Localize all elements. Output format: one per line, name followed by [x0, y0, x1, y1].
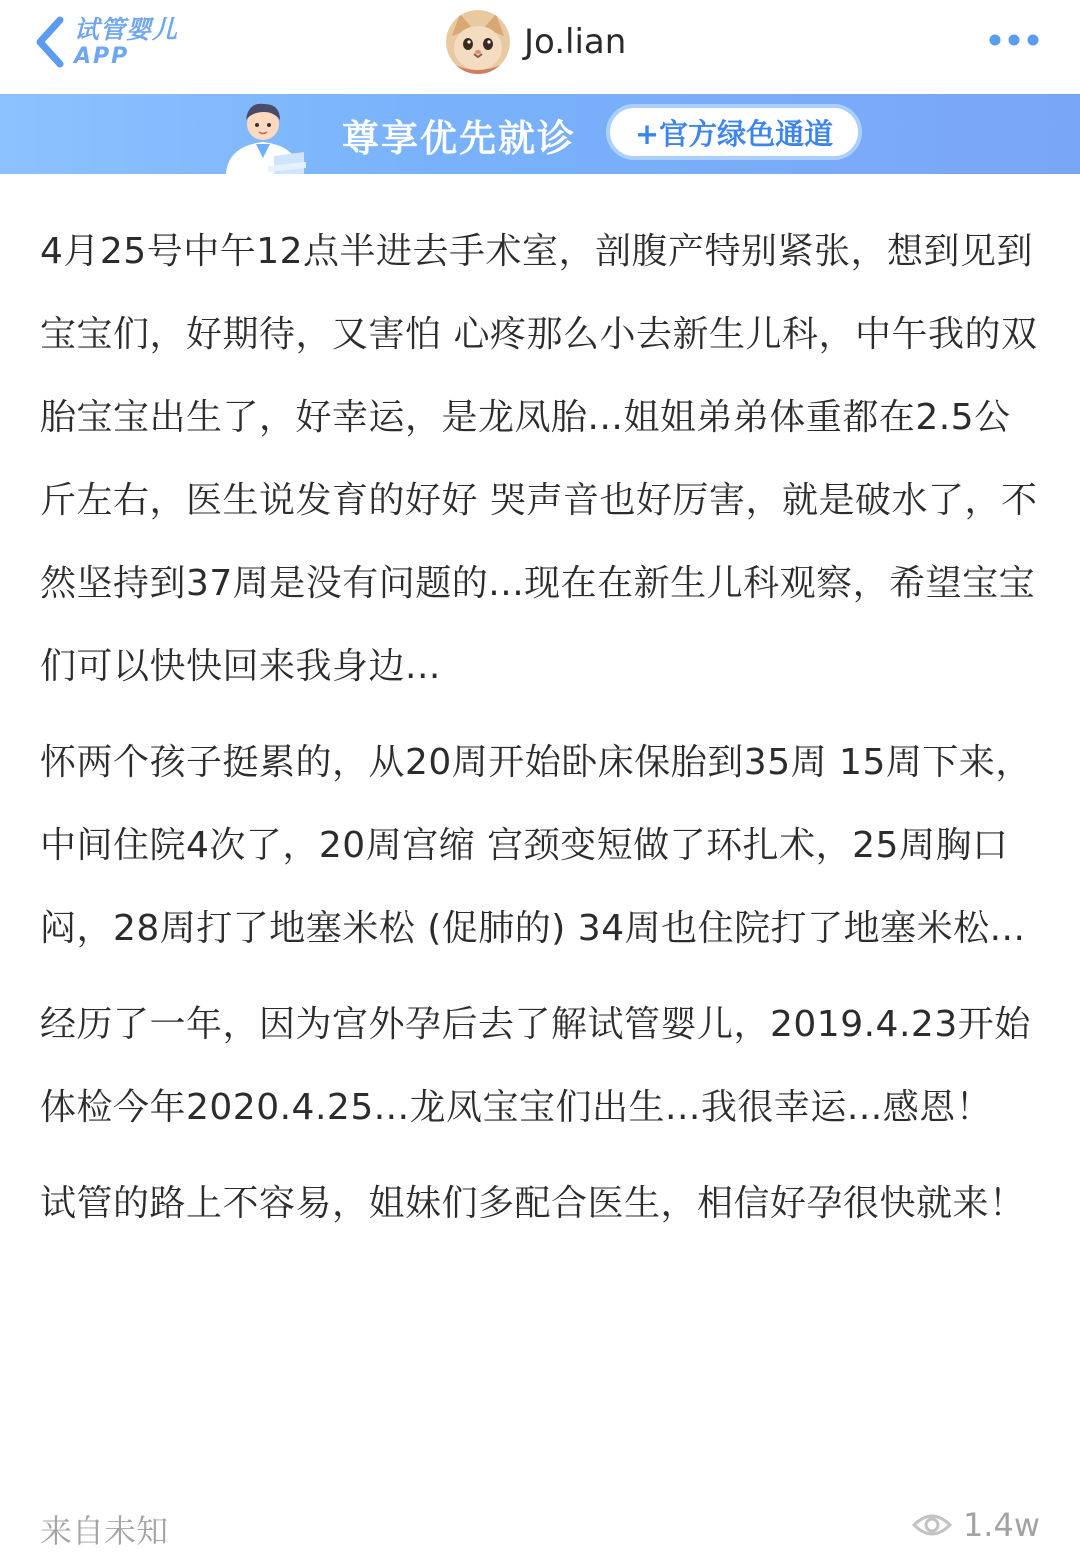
- post-paragraph: 试管的路上不容易，姐妹们多配合医生，相信好孕很快就来！: [40, 1183, 1026, 1224]
- view-count: [911, 1506, 1040, 1544]
- avatar[interactable]: [446, 10, 510, 74]
- author-name[interactable]: Jo.lian: [524, 22, 627, 62]
- back-button[interactable]: [32, 10, 212, 74]
- banner-title: 尊享优先就诊: [342, 117, 576, 160]
- post-footer: [0, 1500, 1080, 1556]
- cat-avatar-icon: [446, 10, 510, 74]
- author-info[interactable]: [446, 10, 626, 74]
- post-paragraph: 怀两个孩子挺累的，从20周开始卧床保胎到35周 15周下来，中间住院4次了，20周宫缩 宫颈变短做了环扎术，25周胸口闷，28周打了地塞米松 (促肺的) 34周也住院打了地塞米松...: [40, 742, 1032, 949]
- brand-en-text: APP: [74, 43, 130, 69]
- doctor-mascot-icon: [218, 94, 308, 174]
- eye-icon: [911, 1510, 953, 1540]
- top-nav-bar: [0, 0, 1080, 94]
- chevron-left-icon: [32, 14, 66, 70]
- post-paragraph: 4月25号中午12点半进去手术室，剖腹产特别紧张，想到见到宝宝们，好期待，又害怕 心疼那么小去新生儿科，中午我的双胎宝宝出生了，好幸运，是龙凤胎...姐姐弟弟体重都在2.5公斤左右，医生说发育的好好 哭声音也好厉害，就是破水了，不然坚持到37周是没有问题的...现在在新生儿科观察，希望宝宝们可以快快回来我身边...: [40, 231, 1038, 687]
- more-dots-icon: [984, 22, 1044, 58]
- post-source: 来自未知: [40, 1512, 169, 1550]
- post-content: [40, 210, 1040, 1258]
- more-button[interactable]: [984, 22, 1044, 58]
- brand-cn-text: 试管婴儿: [74, 14, 179, 44]
- app-brand-logo: [74, 14, 179, 69]
- post-paragraph: 经历了一年，因为宫外孕后去了解试管婴儿，2019.4.23开始体检今年2020.4.25...龙凤宝宝们出生...我很幸运...感恩！: [40, 1004, 1031, 1128]
- view-count-value: 1.4w: [962, 1506, 1040, 1544]
- promo-banner[interactable]: [0, 94, 1080, 174]
- green-channel-button[interactable]: +官方绿色通道: [606, 104, 862, 160]
